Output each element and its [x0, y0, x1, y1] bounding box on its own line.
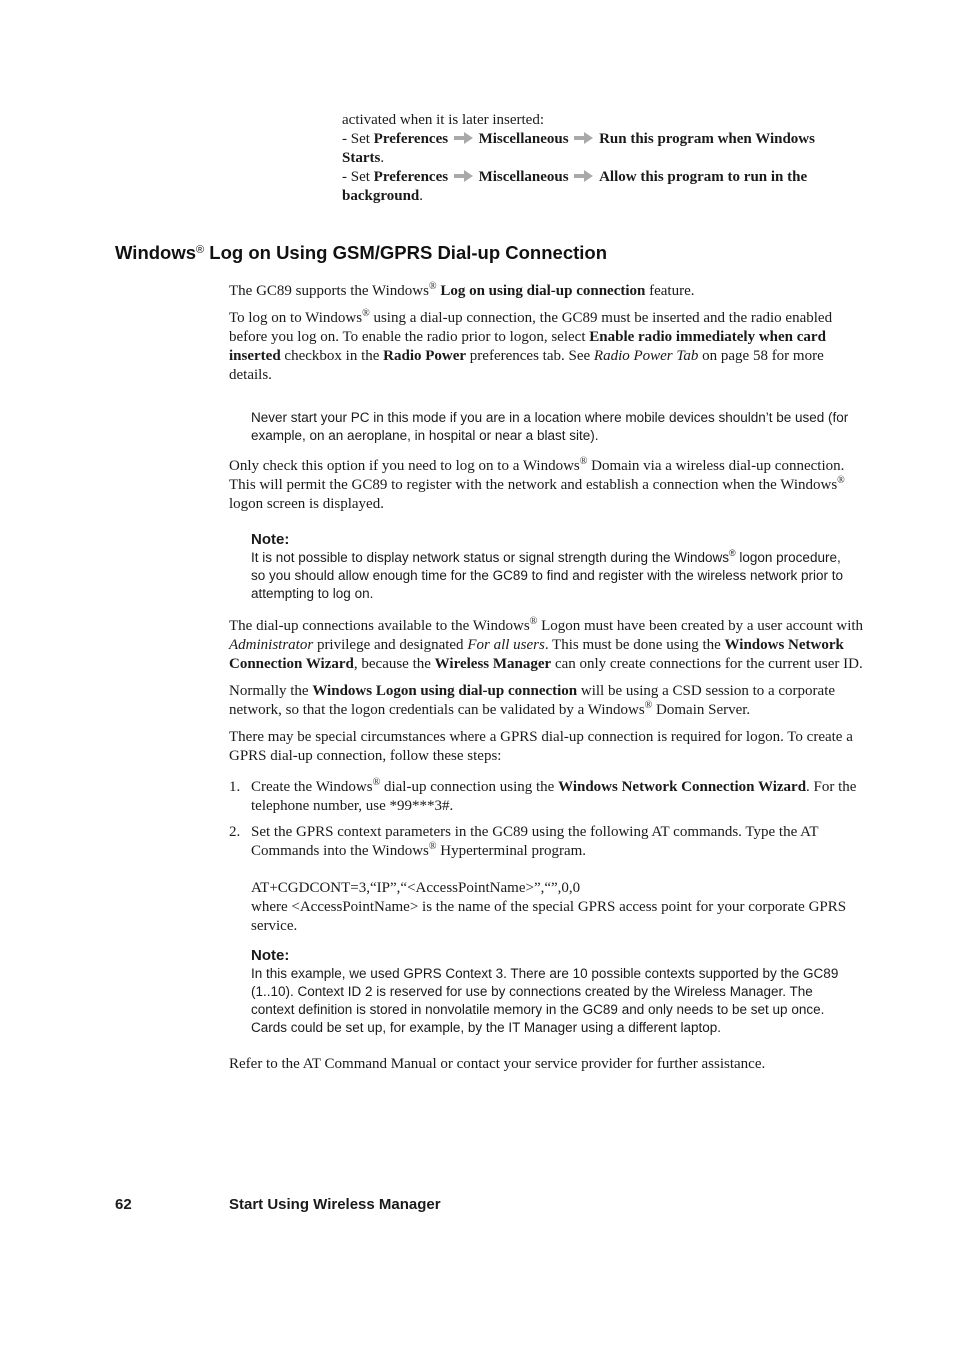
note-title: Note:	[251, 531, 290, 548]
allow-background-label: Allow this program to run in the	[599, 169, 808, 185]
paragraph-intro: The GC89 supports the Windows® Log on using dial-up connection feature.	[229, 281, 695, 299]
right-arrow-icon	[574, 170, 593, 182]
paragraph-gprs-steps-intro: There may be special circumstances where a GPRS dial-up connection is required for logon. To create a GPRS dial-up connection, follow these steps:	[229, 729, 853, 764]
paragraph-further-assistance: Refer to the AT Command Manual or contact your service provider for further assistance.	[229, 1056, 766, 1072]
steps-list	[229, 778, 864, 861]
preferences-label: Preferences	[373, 169, 449, 185]
preferences-label: Preferences	[373, 131, 449, 147]
list-item: 1. Create the Windows® dial-up connection using the Windows Network Connection Wizard. For the telephone number, use *99***3#.	[229, 777, 857, 814]
at-command-explanation: where <AccessPointName> is the name of the special GPRS access point for your corporate GPRS service.	[251, 899, 847, 934]
chapter-title: Start Using Wireless Manager	[229, 1196, 441, 1213]
note-box	[251, 530, 851, 603]
paragraph-csd-session: Normally the Windows Logon using dial-up connection will be using a CSD session to a corporate network, so that the logon credentials can be validated by a Windows® Domain Server.	[229, 683, 836, 718]
cross-reference: Radio Power Tab	[593, 348, 699, 364]
run-program-label: Run this program when Windows	[599, 131, 815, 147]
note-title: Note:	[251, 947, 290, 964]
miscellaneous-label: Miscellaneous	[478, 169, 569, 185]
note-text: In this example, we used GPRS Context 3. There are 10 possible contexts supported by the GC89 (1..10). Context ID 2 is reserved for use by connections created by the Wireless Manager. The context definition is stored in nonvolatile memory in the GC89 and only needs to be set up once. Cards could be set up, for example, by the IT Manager using a different laptop.	[251, 966, 839, 1035]
right-arrow-icon	[574, 132, 593, 144]
right-arrow-icon	[454, 132, 473, 144]
right-arrow-icon	[454, 170, 473, 182]
page-number: 62	[115, 1196, 132, 1213]
intro-line: activated when it is later inserted:	[342, 112, 545, 128]
at-command-block	[251, 879, 864, 936]
section-body	[229, 282, 864, 1082]
list-item: 2. Set the GPRS context parameters in the GC89 using the following AT commands. Type the AT Commands into the Windows® Hyperterminal program.	[229, 824, 819, 859]
intro-continuation	[342, 111, 862, 206]
menu-path-allow-background: - Set Preferences Miscellaneous Allow this program to run in the background.	[342, 169, 808, 204]
warning-text: Never start your PC in this mode if you are in a location where mobile devices shouldn’t be used (for example, on an aeroplane, in hospital or near a blast site).	[251, 410, 849, 443]
miscellaneous-label: Miscellaneous	[478, 131, 569, 147]
note-text: It is not possible to display network status or signal strength during the Windows® logon procedure, so you should allow enough time for the GC89 to find and register with the wireless network prior to attempting to log on.	[251, 548, 844, 601]
paragraph-dialup-connections: The dial-up connections available to the Windows® Logon must have been created by a user account with Administrator privilege and designated For all users. This must be done using the Windows Network Connection Wizard, because the Wireless Manager can only create connections for the current user ID.	[229, 616, 864, 672]
section-heading: Windows® Log on Using GSM/GPRS Dial-up Connection	[115, 242, 608, 263]
starts-label: Starts	[342, 150, 381, 166]
paragraph-enable-radio: To log on to Windows® using a dial-up connection, the GC89 must be inserted and the radio enabled before you log on. To enable the radio prior to logon, select Enable radio immediately when card inserted checkbox in the Radio Power preferences tab. See Radio Power Tab on page 58 for more details.	[229, 308, 833, 383]
at-command: AT+CGDCONT=3,“IP”,“<AccessPointName>”,“”,0,0	[251, 880, 581, 896]
note-box	[251, 946, 851, 1037]
background-label: background	[342, 188, 420, 204]
paragraph-domain: Only check this option if you need to log on to a Windows® Domain via a wireless dial-up connection. This will permit the GC89 to register with the network and establish a connection when the Windows® logon screen is displayed.	[229, 456, 845, 512]
menu-path-run-at-start: - Set Preferences Miscellaneous Run this program when Windows Starts.	[342, 131, 815, 166]
